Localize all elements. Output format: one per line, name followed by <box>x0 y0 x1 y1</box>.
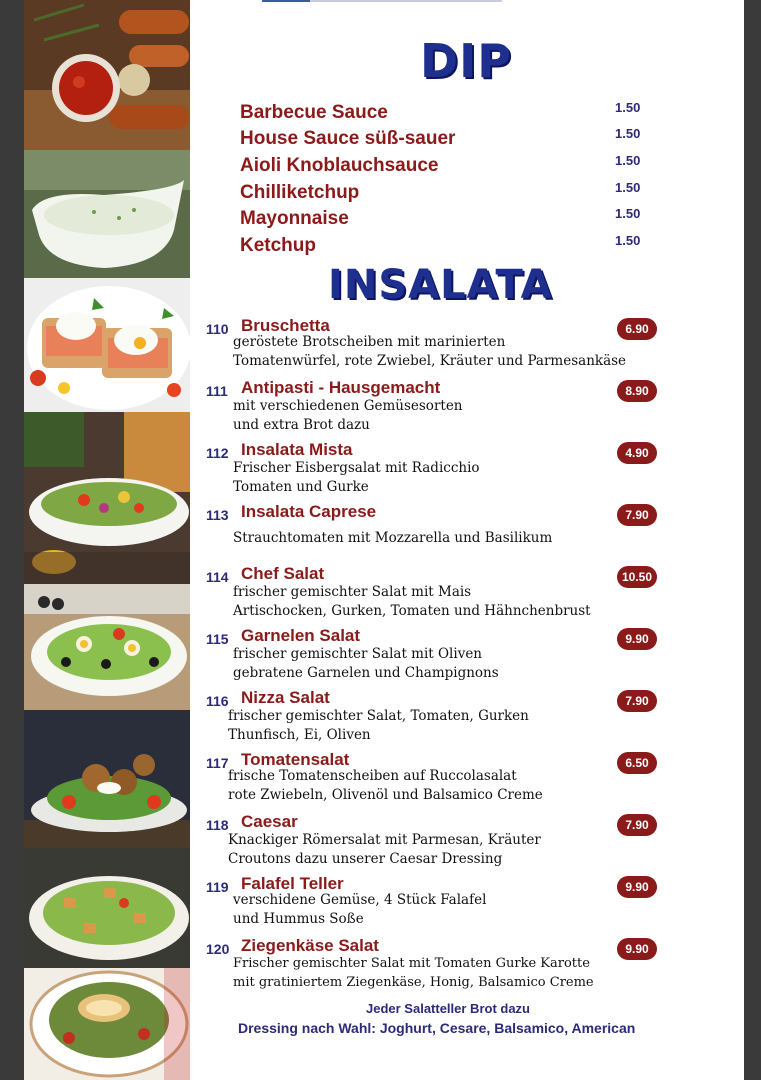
menu-item <box>206 502 726 562</box>
item-name: Caesar <box>241 812 298 831</box>
caesar-photo <box>24 848 190 968</box>
dip-name: Ketchup <box>240 235 316 256</box>
price-badge: 7.90 <box>617 690 657 712</box>
price-badge: 10.50 <box>617 566 657 588</box>
item-name: Ziegenkäse Salat <box>241 936 379 955</box>
item-number: 118 <box>206 817 229 833</box>
item-number: 113 <box>206 507 229 523</box>
item-description: Frischer gemischter Salat mit Tomaten Gurke Karotte <box>233 956 590 971</box>
dip-price: 1.50 <box>615 126 641 141</box>
sausage-photo <box>24 0 190 150</box>
dip-price: 1.50 <box>615 180 641 195</box>
footer-note: Jeder Salatteller Brot dazu <box>366 1001 530 1016</box>
menu-item <box>206 688 726 748</box>
item-description: Strauchtomaten mit Mozzarella und Basilikum <box>233 530 553 546</box>
dip-item <box>240 102 660 128</box>
price-badge: 9.90 <box>617 876 657 898</box>
item-name: Garnelen Salat <box>241 626 361 645</box>
menu-item <box>206 440 726 500</box>
item-name: Nizza Salat <box>241 688 330 707</box>
item-name: Bruschetta <box>241 316 330 335</box>
item-description: frischer gemischter Salat, Tomaten, Gurken <box>228 708 529 724</box>
shrimp-salad-photo <box>24 584 190 710</box>
insalata-heading: INSALATA <box>328 262 553 308</box>
item-number: 114 <box>206 569 229 585</box>
item-name: Insalata Caprese <box>241 502 377 521</box>
item-description: mit gratiniertem Ziegenkäse, Honig, Balsamico Creme <box>233 975 594 990</box>
item-name: Insalata Mista <box>241 440 353 459</box>
item-number: 111 <box>206 383 228 399</box>
item-number: 120 <box>206 941 230 957</box>
dip-price: 1.50 <box>615 153 641 168</box>
item-description: frischer gemischter Salat mit Mais <box>233 584 472 600</box>
item-name: Antipasti - Hausgemacht <box>241 378 441 397</box>
top-divider <box>262 0 502 2</box>
dip-heading: DIP <box>420 34 513 88</box>
price-badge: 4.90 <box>617 442 657 464</box>
item-name: Tomatensalat <box>241 750 350 769</box>
price-badge: 8.90 <box>617 380 657 402</box>
price-badge: 9.90 <box>617 628 657 650</box>
item-description: frischer gemischter Salat mit Oliven <box>233 646 483 662</box>
dip-name: Mayonnaise <box>240 208 349 229</box>
item-number: 115 <box>206 631 229 647</box>
item-description: Knackiger Römersalat mit Parmesan, Kräuter <box>228 832 541 848</box>
dip-price: 1.50 <box>615 100 641 115</box>
menu-item <box>206 316 726 376</box>
mixed-salad-photo <box>24 412 190 584</box>
dip-price: 1.50 <box>615 206 641 221</box>
item-description: Tomatenwürfel, rote Zwiebel, Kräuter und Parmesankäse <box>233 353 627 369</box>
item-description: rote Zwiebeln, Olivenöl und Balsamico Creme <box>228 787 543 803</box>
price-badge: 7.90 <box>617 504 657 526</box>
aioli-photo <box>24 150 190 278</box>
dip-price: 1.50 <box>615 233 641 248</box>
menu-item <box>206 874 726 934</box>
dip-item <box>240 128 660 154</box>
item-description: Croutons dazu unserer Caesar Dressing <box>228 851 503 867</box>
item-description: und extra Brot dazu <box>233 417 370 433</box>
dip-name: House Sauce süß-sauer <box>240 128 456 149</box>
menu-item <box>206 378 726 438</box>
price-badge: 6.90 <box>617 318 657 340</box>
item-description: Frischer Eisbergsalat mit Radicchio <box>233 460 480 476</box>
menu-page <box>24 0 744 1080</box>
dip-name: Aioli Knoblauchsauce <box>240 155 439 176</box>
dip-name: Chilliketchup <box>240 182 360 203</box>
dip-name: Barbecue Sauce <box>240 102 388 123</box>
tomato-salad-photo <box>24 710 190 848</box>
footer-dressing: Dressing nach Wahl: Joghurt, Cesare, Balsamico, American <box>238 1020 636 1036</box>
item-description: und Hummus Soße <box>233 911 364 927</box>
menu-item <box>206 626 726 686</box>
menu-item <box>206 564 726 624</box>
item-description: Thunfisch, Ei, Oliven <box>228 727 371 743</box>
dip-item <box>240 155 660 181</box>
dip-item <box>240 235 660 261</box>
item-description: gebratene Garnelen und Champignons <box>233 665 499 681</box>
menu-item <box>206 750 726 810</box>
item-number: 112 <box>206 445 229 461</box>
item-number: 117 <box>206 755 229 771</box>
menu-item <box>206 936 726 996</box>
item-number: 116 <box>206 693 229 709</box>
item-description: Artischocken, Gurken, Tomaten und Hähnchenbrust <box>233 603 591 619</box>
dip-item <box>240 208 660 234</box>
food-photo-column <box>24 0 190 1080</box>
item-number: 110 <box>206 321 229 337</box>
item-description: frische Tomatenscheiben auf Ruccolasalat <box>228 768 517 784</box>
item-description: mit verschiedenen Gemüsesorten <box>233 398 463 414</box>
item-description: verschidene Gemüse, 4 Stück Falafel <box>233 892 487 908</box>
price-badge: 6.50 <box>617 752 657 774</box>
bruschetta-photo <box>24 278 190 412</box>
price-badge: 7.90 <box>617 814 657 836</box>
item-description: geröstete Brotscheiben mit marinierten <box>233 334 506 350</box>
item-description: Tomaten und Gurke <box>233 479 369 495</box>
item-name: Chef Salat <box>241 564 325 583</box>
menu-content <box>190 0 744 1080</box>
dip-item <box>240 182 660 208</box>
goat-cheese-photo <box>24 968 190 1080</box>
menu-item <box>206 812 726 872</box>
price-badge: 9.90 <box>617 938 657 960</box>
item-name: Falafel Teller <box>241 874 344 893</box>
item-number: 119 <box>206 879 229 895</box>
